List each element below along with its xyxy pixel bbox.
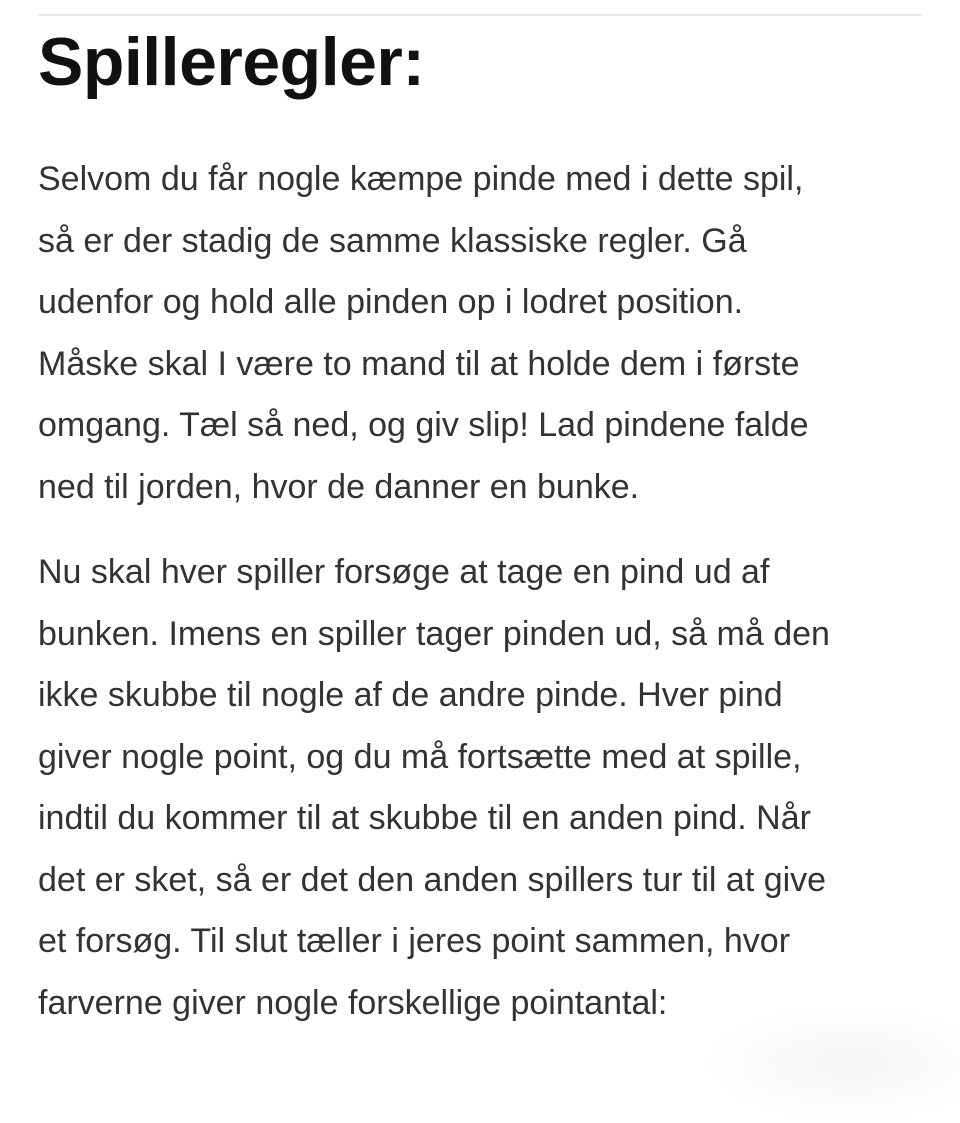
text-line: bunken. Imens en spiller tager pinden ud, så må den — [38, 614, 830, 653]
text-line: ned til jorden, hvor de danner en bunke. — [38, 467, 640, 506]
page-heading: Spilleregler: — [38, 24, 425, 100]
text-line: indtil du kommer til at skubbe til en anden pind. Når — [38, 799, 811, 837]
text-line: farverne giver nogle forskellige pointantal: — [38, 983, 668, 1022]
rules-paragraph-2 — [38, 542, 830, 1034]
rules-paragraph-1 — [38, 149, 809, 518]
text-line: et forsøg. Til slut tæller i jeres point sammen, hvor — [38, 922, 791, 960]
top-divider — [38, 14, 922, 16]
text-line: så er der stadig de samme klassiske regler. Gå — [38, 221, 747, 260]
text-line: giver nogle point, og du må fortsætte med at spille, — [38, 737, 802, 776]
text-line: Nu skal hver spiller forsøge at tage en pind ud af — [38, 553, 770, 591]
text-line: det er sket, så er det den anden spillers tur til at give — [38, 860, 827, 899]
text-line: omgang. Tæl så ned, og giv slip! Lad pindene falde — [38, 406, 809, 444]
text-line: udenfor og hold alle pinden op i lodret position. — [38, 283, 744, 321]
text-line: Selvom du får nogle kæmpe pinde med i dette spil, — [38, 160, 804, 198]
text-line: ikke skubbe til nogle af de andre pinde. Hver pind — [38, 676, 783, 714]
text-line: Måske skal I være to mand til at holde dem i første — [38, 344, 800, 383]
